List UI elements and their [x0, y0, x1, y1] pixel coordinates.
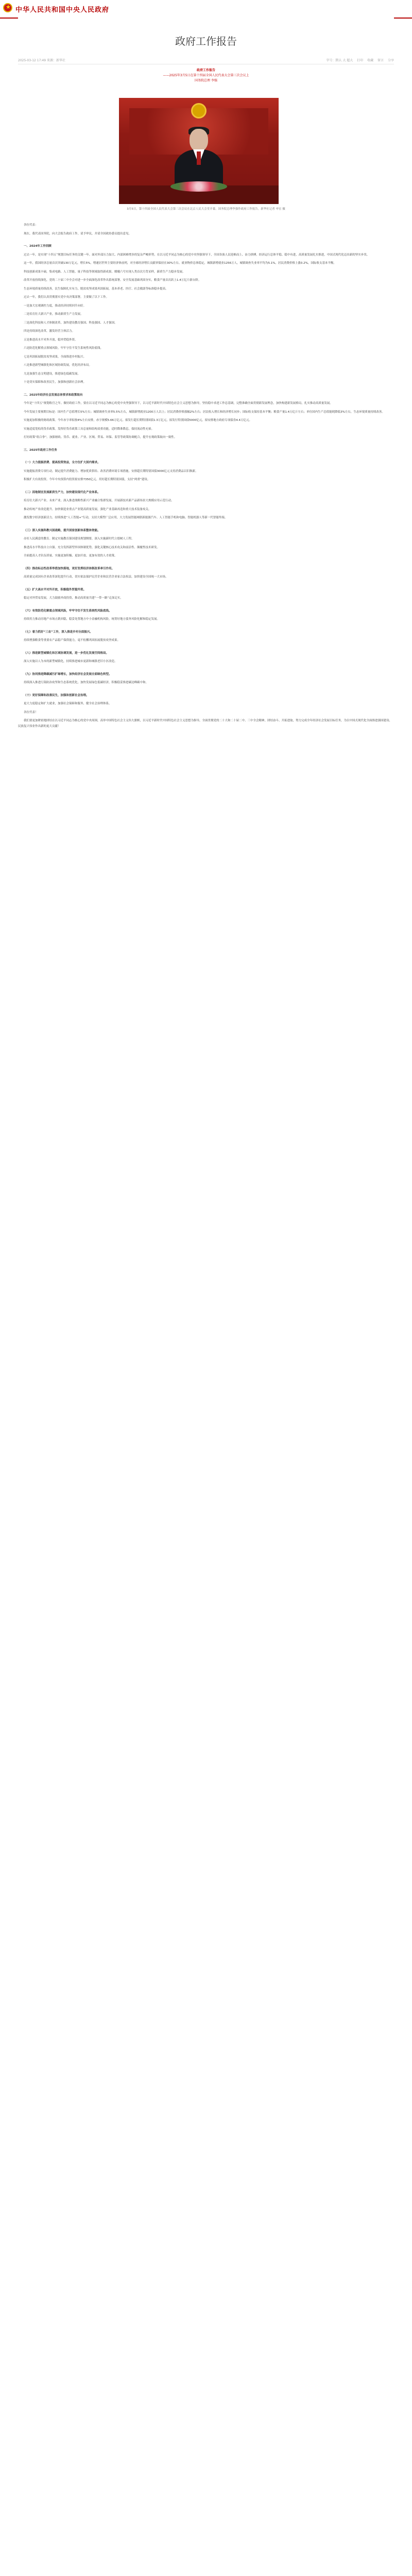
report-lead: [18, 68, 394, 83]
share-button[interactable]: 分享: [387, 59, 394, 62]
paragraph: （二）因地制宜发展新质生产力，加快建设现代化产业体系。: [24, 490, 100, 494]
lead-title: 政府工作报告: [196, 69, 215, 72]
article-title: 政府工作报告: [175, 35, 237, 47]
paragraph: （九）协同推进降碳减污扩绿增长，加快经济社会发展全面绿色转型。: [24, 672, 112, 676]
paragraph: 八是推进新型城镇化和区域协调发展，优化经济布局。: [24, 364, 92, 367]
news-photo: [119, 98, 279, 204]
article-body: [18, 219, 394, 729]
paragraph: 我们要更加紧密地团结在以习近平同志为核心的党中央周围，高举中国特色社会主义伟大旗帜，以习近平新时代中国特色社会主义思想为指导，全面贯彻党的二十大和二十届二中、三中全会精神，团结奋斗、开拓进取，努力完成全年经济社会发展目标任务，为以中国式现代化全面推进强国建设、民族复兴伟业作出新的更大贡献！: [18, 719, 392, 728]
paragraph: 二、2025年经济社会发展总体要求和政策取向: [24, 393, 83, 397]
paragraph: 各位代表：: [24, 224, 38, 227]
paragraph: 激发数字经济创新活力。持续推进“人工智能+”行动，支持大模型广泛应用，大力发展智能网联新能源汽车、人工智能手机和电脑、智能机器人等新一代智能终端。: [24, 516, 228, 519]
lead-author: 国务院总理 李强: [195, 79, 217, 82]
paragraph: 今年是“十四五”规划收官之年。做好政府工作，要在以习近平同志为核心的党中央坚强领导下，以习近平新时代中国特色社会主义思想为指导，坚持稳中求进工作总基调，完整准确全面贯彻新发展理念，加快构建新发展格局，扎实推动高质量发展。: [24, 402, 333, 405]
paragraph: 九是加强生态文明建设，推进绿色低碳发展。: [24, 372, 81, 376]
paragraph: （四）推动标志性改革举措加快落地，更好发挥经济体制改革牵引作用。: [24, 567, 115, 570]
paragraph: 实施提振消费专项行动。制定提升消费能力、增加优质供给、改善消费环境专项措施。安排超长期特别国债3000亿元支持消费品以旧换新。: [24, 469, 198, 473]
paragraph: （五）扩大高水平对外开放，积极稳外贸稳外资。: [24, 588, 87, 591]
paragraph: 实施适度宽松的货币政策。发挥好货币政策工具总量和结构双重功能，适时降准降息，保持流动性充裕。: [24, 427, 154, 431]
national-emblem-icon: [191, 103, 207, 118]
print-button[interactable]: 打印: [357, 59, 364, 62]
publish-info: 2025-03-12 17:49 来源：新华社: [18, 59, 65, 62]
national-emblem-icon[interactable]: [3, 3, 12, 12]
paragraph: 五是推进高水平对外开放，稳外贸稳外资。: [24, 338, 78, 342]
paragraph: 持续深入推进污染防治攻坚和生态系统优化，加快发展绿色低碳经济，积极稳妥推进碳达峰碳中和。: [24, 681, 149, 684]
paragraph: 办好人民满意的教育。制定实施教育强国建设规划纲要，深入实施新时代立德树人工程。: [24, 537, 134, 540]
paragraph: 科技创新成果丰硕，集成电路、人工智能、量子科技等领域取得新成果。嫦娥六号实现人类首次月背采样，新质生产力稳步发展。: [24, 270, 185, 274]
paragraph: 十是切实保障和改善民生，加强和创新社会治理。: [24, 381, 87, 384]
favorite-button[interactable]: 收藏: [367, 59, 374, 62]
paragraph: 实施更加积极的财政政策。今年赤字率拟按4%左右安排，赤字规模5.66万亿元。拟发行超长期特别国债1.3万亿元，拟发行特别国债5000亿元，拟安排地方政府专项债券4.4万亿元。: [24, 419, 252, 422]
paragraph: 这一年，我国经济总量首次突破130万亿元，增长5%，增速居世界主要经济体前列，对全球经济增长贡献率保持在30%左右。就业物价总体稳定，城镇新增就业1256万人，城镇调查失业率平均为5.1%，居民消费价格上涨0.2%，国际收支基本平衡。: [24, 262, 336, 265]
paragraph: 积极扩大有效投资。今年中央预算内投资拟安排7350亿元。用好超长期特别国债，支持“两重”建设。: [24, 478, 150, 481]
paragraph: 三是深化科技和人才体制改革，加快建设教育强国、科技强国、人才强国。: [24, 321, 117, 325]
paragraph: 六是防范化解重点领域风险，牢牢守住不发生系统性风险底线。: [24, 347, 104, 350]
paragraph: 推动传统产业改造提升。加快制造业重点产业链高质量发展，强化产业基础再造和重大技术装备攻关。: [24, 507, 151, 511]
paragraph: （三）深入实施科教兴国战略，提升国家创新体系整体效能。: [24, 529, 100, 532]
paragraph: （十）更好保障和改善民生，加强和创新社会治理。: [24, 693, 89, 697]
speaker-tie: [197, 151, 201, 165]
flowers: [170, 181, 227, 192]
article-container: [18, 18, 394, 2576]
paragraph: 打好政策“组合拳”。加强财政、货币、就业、产业、区域、贸易、环保、监管等政策协调配合，提升宏观政策取向一致性。: [24, 436, 177, 439]
speaker-head: [190, 129, 208, 151]
article-meta: [18, 57, 394, 64]
paragraph: 七是巩固拓展脱贫攻坚成果，全面推进乡村振兴。: [24, 355, 87, 359]
paragraph: （一）大力提振消费、提高投资效益，全方位扩大国内需求。: [24, 461, 100, 464]
paragraph: 高质量完成国有企业改革深化提升行动，切实依法保护民营企业和民营企业家合法权益，加快建设全国统一大市场。: [24, 575, 168, 579]
paragraph: 改革开放持续深化，党的二十届三中全会对进一步全面深化改革作出系统部署。安全发展基础巩固夯实，粮食产量首次跃上1.4万亿斤新台阶。: [24, 279, 201, 282]
site-name[interactable]: 中华人民共和国中央人民政府: [15, 6, 110, 14]
paragraph: 稳定对外贸易发展，大力鼓励外商投资，推动高质量共建“一带一路”走深走实。: [24, 597, 123, 600]
paragraph: （七）着力抓好“三农”工作，深入推进乡村全面振兴。: [24, 630, 93, 634]
paragraph: （八）推进新型城镇化和区域协调发展，进一步优化发展空间格局。: [24, 651, 109, 655]
lead-subtitle: ——2025年3月5日在第十四届全国人民代表大会第三次会议上: [163, 74, 249, 77]
paragraph: 现在，我代表国务院，向大会报告政府工作，请予审议，并请全国政协委员提出意见。: [24, 232, 132, 235]
paragraph: 生态环境质量持续改善，民生保障扎实有力，脱贫攻坚成果巩固拓展，基本养老、医疗、社会救助等标准稳步提高。: [24, 287, 168, 291]
paragraph: 持续用力推动房地产市场止跌回稳，稳妥处置地方中小金融机构风险，统筹好地方债务风险化解和稳定发展。: [24, 618, 160, 621]
paragraph: 过去一年，我们认真贯彻落实党中央决策部署，主要做了以下工作。: [24, 296, 109, 299]
paragraph: 全面提高人才队伍质量。实施更加积极、更加开放、更加有效的人才政策。: [24, 554, 117, 557]
paragraph: 一、2024年工作回顾: [24, 245, 52, 248]
paragraph: （六）有效防范化解重点领域风险，牢牢守住不发生系统性风险底线。: [24, 609, 112, 613]
paragraph: 二是培育壮大新兴产业，推动新质生产力发展。: [24, 313, 83, 316]
paragraph: 今年发展主要预期目标是：国内生产总值增长5%左右；城镇调查失业率5.5%左右，城镇新增就业1200万人以上；居民消费价格涨幅2%左右；居民收入增长和经济增长同步；国际收支保持基本平衡；粮食产量1.4万亿斤左右；单位国内生产总值能耗降低3%左右，生态环境质量持续改善。: [24, 410, 385, 414]
paragraph: 三、2025年政府工作任务: [24, 448, 57, 452]
paragraph: 一是加大宏观调控力度，推动经济持续回升向好。: [24, 304, 87, 308]
paragraph: 四是持续深化改革，激发经营主体活力。: [24, 330, 75, 333]
top-banner: [0, 0, 412, 19]
article-tools: [323, 58, 394, 62]
paragraph: 更大力度稳定和扩大就业，加强社会保障和服务，健全社会治理体系。: [24, 702, 112, 705]
comment-button[interactable]: 留言: [377, 59, 384, 62]
photo-caption: 3月5日，第十四届全国人民代表大会第三次会议在北京人民大会堂开幕。国务院总理李强作政府工作报告。新华社记者 申宏 摄: [127, 208, 285, 211]
paragraph: 推进高水平科技自立自强。充分发挥新型举国体制优势，强化关键核心技术攻关和前沿性、颠覆性技术研发。: [24, 546, 160, 549]
font-size-control[interactable]: 字号：默认 大 超大: [326, 59, 353, 62]
paragraph: 持续增强粮食等重要农产品稳产保供能力，毫不松懈巩固拓展脱贫攻坚成果。: [24, 639, 121, 642]
paragraph: 培育壮大新兴产业、未来产业。深入推进战略性新兴产业融合集群发展，开展新技术新产品新场景大规模应用示范行动。: [24, 499, 174, 502]
paragraph: 深入实施以人为本的新型城镇化，持续推进城市更新和城镇老旧小区改造。: [24, 660, 117, 663]
paragraph: 各位代表！: [24, 710, 38, 714]
paragraph: 过去一年，是实现“十四五”规划目标任务的关键一年。面对外部压力加大、内部困难增多的复杂严峻形势，在以习近平同志为核心的党中央坚强领导下，全国各族人民迎难而上、奋力拼搏，经济运行总体平稳、稳中有进，高质量发展扎实推进，中国式现代化迈出新的坚实步伐。: [24, 253, 370, 257]
